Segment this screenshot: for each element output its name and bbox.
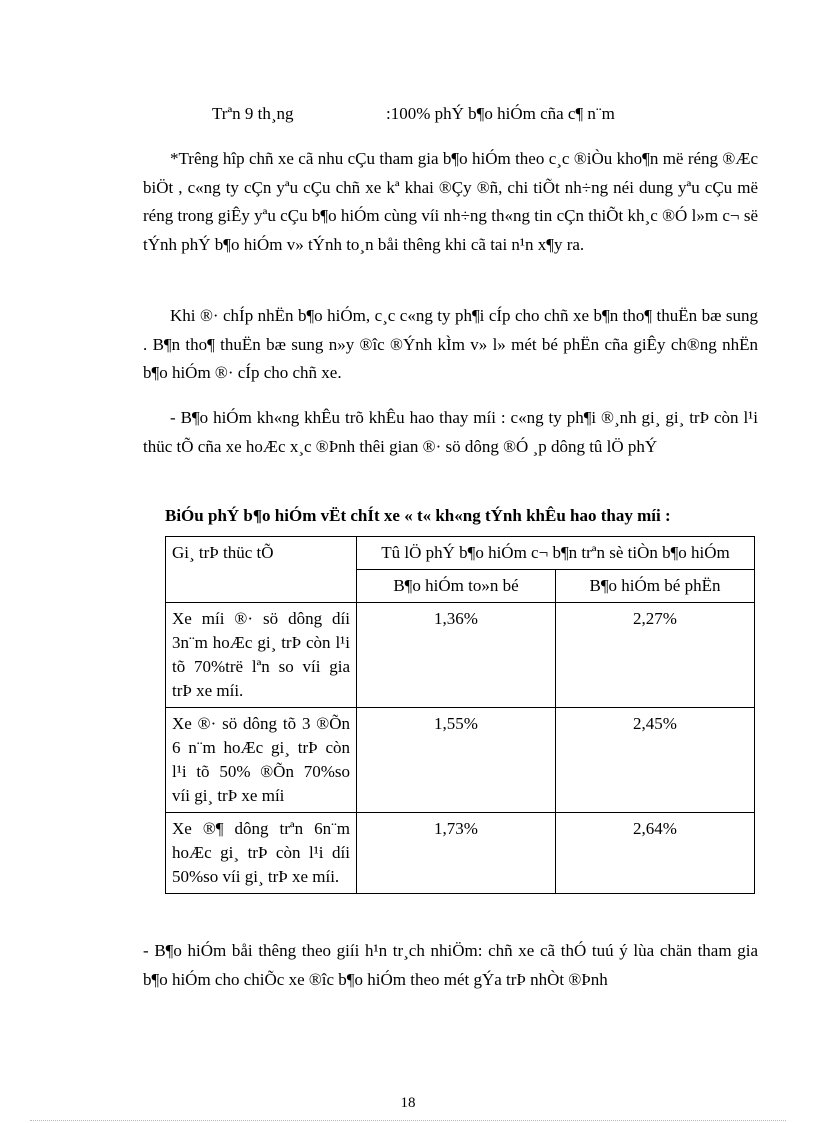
table-row	[166, 708, 755, 813]
period-rate-line	[212, 104, 732, 124]
period-label: Trªn 9 th¸ng	[212, 104, 294, 123]
header-rate-group: Tû lÖ phÝ b¶o hiÓm c¬ b¶n trªn sè tiÒn b¶o hiÓm	[357, 537, 755, 570]
table-row	[166, 603, 755, 708]
table-caption: BiÓu phÝ b¶o hiÓm vËt chÍt xe « t« kh«ng tÝnh khÊu hao thay míi :	[165, 506, 671, 525]
row-full-rate: 1,55%	[357, 708, 556, 813]
table-header-row	[166, 537, 755, 570]
period-rate: :100% phÝ b¶o hiÓm cña c¶ n¨m	[386, 104, 615, 123]
paragraph-supplement-agreement: Khi ®· chÍp nhËn b¶o hiÓm, c¸c c«ng ty ph¶i cÍp cho chñ xe b¶n tho¶ thuËn bæ sung . B¶n tho¶ thuËn bæ sung n»y ®îc ®Ýnh kÌm v» l» mét bé phËn cña giÊy ch®ng nhËn b¶o hiÓm ®· cÍp cho chñ xe.	[143, 306, 758, 382]
header-partial-coverage: B¶o hiÓm bé phËn	[556, 570, 755, 603]
row-partial-rate: 2,64%	[556, 813, 755, 894]
row-partial-rate: 2,45%	[556, 708, 755, 813]
paragraph-liability-limit: - B¶o hiÓm båi thêng theo giíi h¹n tr¸ch nhiÖm: chñ xe cã thÓ tuú ý lùa chän tham gia b¶o hiÓm cho chiÕc xe ®îc b¶o hiÓm theo mét gÝa trÞ nhÒt ®Þnh	[143, 941, 758, 989]
paragraph-extended-coverage: *Trêng hîp chñ xe cã nhu cÇu tham gia b¶o hiÓm theo c¸c ®iÒu kho¶n më réng ®Æc biÖt , c«ng ty cÇn yªu cÇu chñ xe kª khai ®Çy ®ñ, chi tiÕt nh÷ng néi dung yªu cÇu më réng trong giÊy yªu cÇu b¶o hiÓm cùng víi nh÷ng th«ng tin cÇn thiÕt kh¸c ®Ó l»m c¬ së tÝnh phÝ b¶o hiÓm v» tÝnh to¸n båi thêng khi cã tai n¹n x¶y ra.	[143, 149, 758, 254]
header-actual-value: Gi¸ trÞ thüc tÕ	[166, 537, 357, 603]
row-description: Xe ®¶ dông trªn 6n¨m hoÆc gi¸ trÞ còn l¹i díi 50%so víi gi¸ trÞ xe míi.	[166, 813, 357, 894]
row-description: Xe míi ®· sö dông díi 3n¨m hoÆc gi¸ trÞ còn l¹i tõ 70%trë lªn so víi gia trÞ xe míi.	[166, 603, 357, 708]
row-full-rate: 1,73%	[357, 813, 556, 894]
row-full-rate: 1,36%	[357, 603, 556, 708]
row-partial-rate: 2,27%	[556, 603, 755, 708]
row-description: Xe ®· sö dông tõ 3 ®Õn 6 n¨m hoÆc gi¸ trÞ còn l¹i tõ 50% ®Õn 70%so víi gi¸ trÞ xe míi	[166, 708, 357, 813]
paragraph-no-depreciation: - B¶o hiÓm kh«ng khÊu trõ khÊu hao thay míi : c«ng ty ph¶i ®¸nh gi¸ gi¸ trÞ còn l¹i thüc tÕ cña xe hoÆc x¸c ®Þnh thêi gian ®· sö dông ®Ó ¸p dông tû lÖ phÝ	[143, 408, 758, 456]
header-full-coverage: B¶o hiÓm to»n bé	[357, 570, 556, 603]
premium-rate-table	[165, 536, 755, 894]
page-number: 18	[400, 1095, 416, 1111]
table-row	[166, 813, 755, 894]
footer-divider	[30, 1120, 786, 1121]
